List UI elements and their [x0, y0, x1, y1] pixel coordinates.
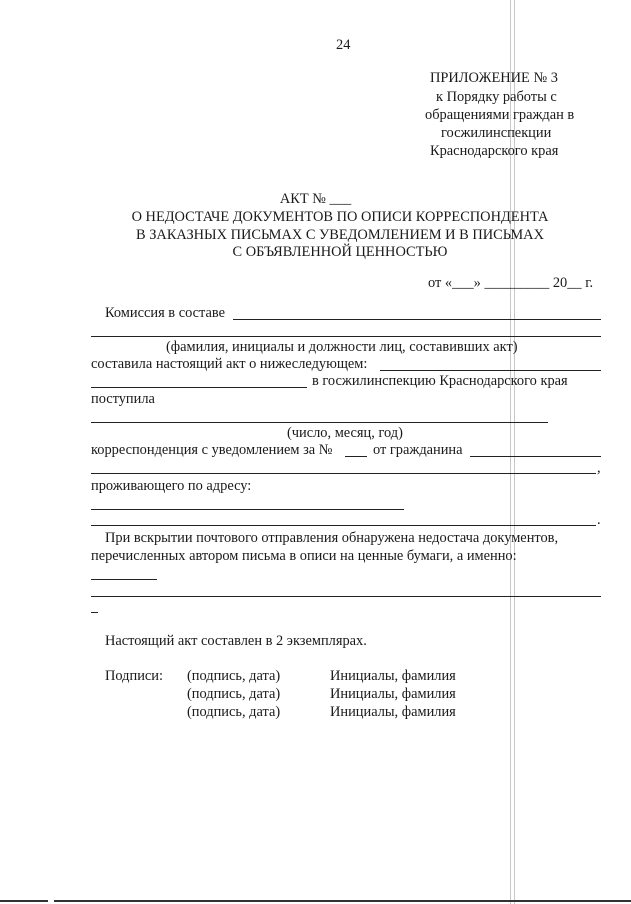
correspondence-label: корреспонденция с уведомлением за №: [91, 442, 333, 458]
blank-line: [233, 319, 601, 320]
blank-line: [91, 579, 157, 580]
blank-line: [91, 387, 307, 388]
scan-edge-bottom-left: [0, 900, 48, 902]
act-number: АКТ № ___: [279, 191, 352, 207]
scan-edge-bottom: [54, 900, 631, 902]
blank-line: [91, 525, 596, 526]
signatures-label: Подписи:: [105, 668, 163, 684]
appendix-line: к Порядку работы с: [436, 89, 557, 105]
name-placeholder: Инициалы, фамилия: [330, 668, 456, 684]
paragraph-line: перечисленных автором письма в описи на ценные бумаги, а именно:: [91, 548, 517, 564]
signature-placeholder: (подпись, дата): [187, 686, 281, 702]
act-date: от «___» _________ 20__ г.: [428, 275, 594, 291]
punctuation: ,: [597, 460, 601, 476]
blank-line: [91, 612, 98, 613]
blank-line: [91, 509, 404, 510]
blank-line: [91, 596, 601, 597]
blank-line: [470, 456, 601, 457]
blank-line: [91, 336, 601, 337]
name-placeholder: Инициалы, фамилия: [330, 704, 456, 720]
blank-line: [91, 473, 596, 474]
signature-placeholder: (подпись, дата): [187, 668, 281, 684]
act-title: В ЗАКАЗНЫХ ПИСЬМАХ С УВЕДОМЛЕНИЕМ И В ПИСЬМАХ: [136, 227, 544, 243]
appendix-line: госжилинспекции: [441, 125, 552, 141]
received-label: поступила: [91, 391, 155, 407]
signature-placeholder: (подпись, дата): [187, 704, 281, 720]
blank-line: [345, 456, 367, 457]
date-hint: (число, месяц, год): [287, 425, 403, 441]
appendix-title: ПРИЛОЖЕНИЕ № 3: [430, 70, 558, 86]
act-title: С ОБЪЯВЛЕННОЙ ЦЕННОСТЬЮ: [232, 244, 448, 260]
address-label: проживающего по адресу:: [91, 478, 252, 494]
punctuation: .: [597, 512, 601, 528]
from-citizen-label: от гражданина: [373, 442, 463, 458]
copies-statement: Настоящий акт составлен в 2 экземплярах.: [105, 633, 367, 649]
commission-hint: (фамилия, инициалы и должности лиц, составивших акт): [166, 339, 518, 355]
blank-line: [380, 370, 601, 371]
name-placeholder: Инициалы, фамилия: [330, 686, 456, 702]
compiled-label: составила настоящий акт о нижеследующем:: [91, 356, 368, 372]
appendix-line: Краснодарского края: [430, 143, 559, 159]
appendix-line: обращениями граждан в: [425, 107, 575, 123]
paragraph-line: При вскрытии почтового отправления обнаружена недостача документов,: [105, 530, 559, 546]
act-title: О НЕДОСТАЧЕ ДОКУМЕНТОВ ПО ОПИСИ КОРРЕСПОНДЕНТА: [131, 209, 549, 225]
page-number: 24: [336, 37, 351, 53]
inspection-text: в госжилинспекцию Краснодарского края: [312, 373, 568, 389]
blank-line: [91, 422, 548, 423]
commission-label: Комиссия в составе: [105, 305, 225, 321]
